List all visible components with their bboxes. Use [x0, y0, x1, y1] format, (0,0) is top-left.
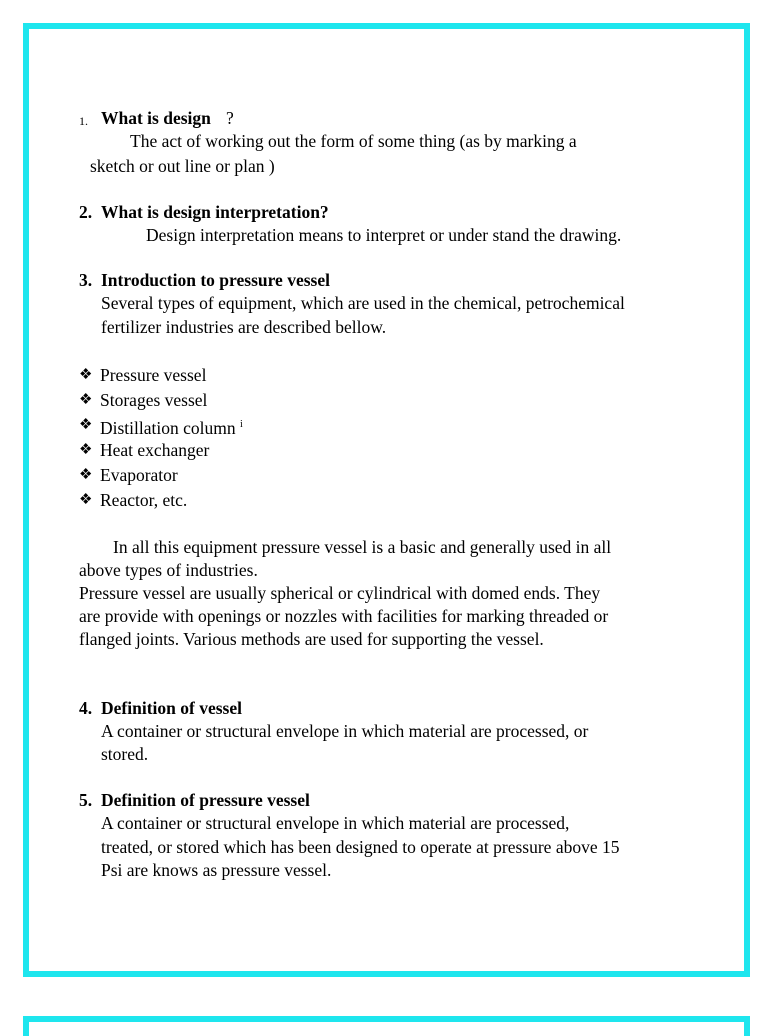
diamond-bullet-icon: ❖: [79, 392, 93, 408]
section-2-number: 2.: [79, 202, 93, 222]
section-3-body-line-1: Several types of equipment, which are used in the chemical, petrochemical: [101, 293, 625, 313]
section-5-number: 5.: [79, 790, 93, 810]
section-5-body-line-3: Psi are knows as pressure vessel.: [101, 860, 332, 880]
section-4-body-line-1: A container or structural envelope in which material are processed, or: [101, 721, 589, 741]
list-item: Reactor, etc.: [100, 490, 188, 510]
list-item-with-footnote: [100, 414, 243, 439]
diamond-bullet-icon: ❖: [79, 467, 93, 483]
diamond-bullet-icon: ❖: [79, 417, 93, 433]
section-4-number: 4.: [79, 698, 93, 718]
list-item: Distillation column: [100, 418, 236, 438]
paragraph-line-4: are provide with openings or nozzles with facilities for marking threaded or: [79, 606, 609, 626]
list-item: Storages vessel: [100, 390, 208, 410]
section-1-body-line-2: sketch or out line or plan ): [90, 156, 275, 176]
section-1-body-line-1: The act of working out the form of some thing (as by marking a: [130, 131, 577, 151]
section-3-title: Introduction to pressure vessel: [101, 270, 330, 290]
diamond-bullet-icon: ❖: [79, 442, 93, 458]
diamond-bullet-icon: ❖: [79, 492, 93, 508]
section-5-body-line-1: A container or structural envelope in which material are processed,: [101, 813, 570, 833]
footnote-mark: i: [240, 419, 243, 430]
paragraph-line-1: In all this equipment pressure vessel is a basic and generally used in all: [113, 537, 612, 557]
section-4-title: Definition of vessel: [101, 698, 242, 718]
diamond-bullet-icon: ❖: [79, 367, 93, 383]
section-1-number: 1.: [79, 114, 88, 128]
list-item: Heat exchanger: [100, 440, 210, 460]
next-page-border: [23, 1016, 750, 1036]
section-4-body-line-2: stored.: [101, 744, 149, 764]
paragraph-line-3: Pressure vessel are usually spherical or cylindrical with domed ends. They: [79, 583, 601, 603]
section-3-body-line-2: fertilizer industries are described bellow.: [101, 317, 387, 337]
section-1-title-suffix: ?: [226, 108, 234, 128]
list-item: Pressure vessel: [100, 365, 207, 385]
section-2-body: Design interpretation means to interpret or under stand the drawing.: [146, 225, 622, 245]
section-3-number: 3.: [79, 270, 93, 290]
list-item: Evaporator: [100, 465, 178, 485]
section-2-title: What is design interpretation?: [101, 202, 329, 222]
paragraph-line-2: above types of industries.: [79, 560, 258, 580]
paragraph-line-5: flanged joints. Various methods are used for supporting the vessel.: [79, 629, 544, 649]
section-5-body-line-2: treated, or stored which has been designed to operate at pressure above 15: [101, 837, 620, 857]
section-5-title: Definition of pressure vessel: [101, 790, 310, 810]
section-1-title: What is design: [101, 108, 211, 128]
